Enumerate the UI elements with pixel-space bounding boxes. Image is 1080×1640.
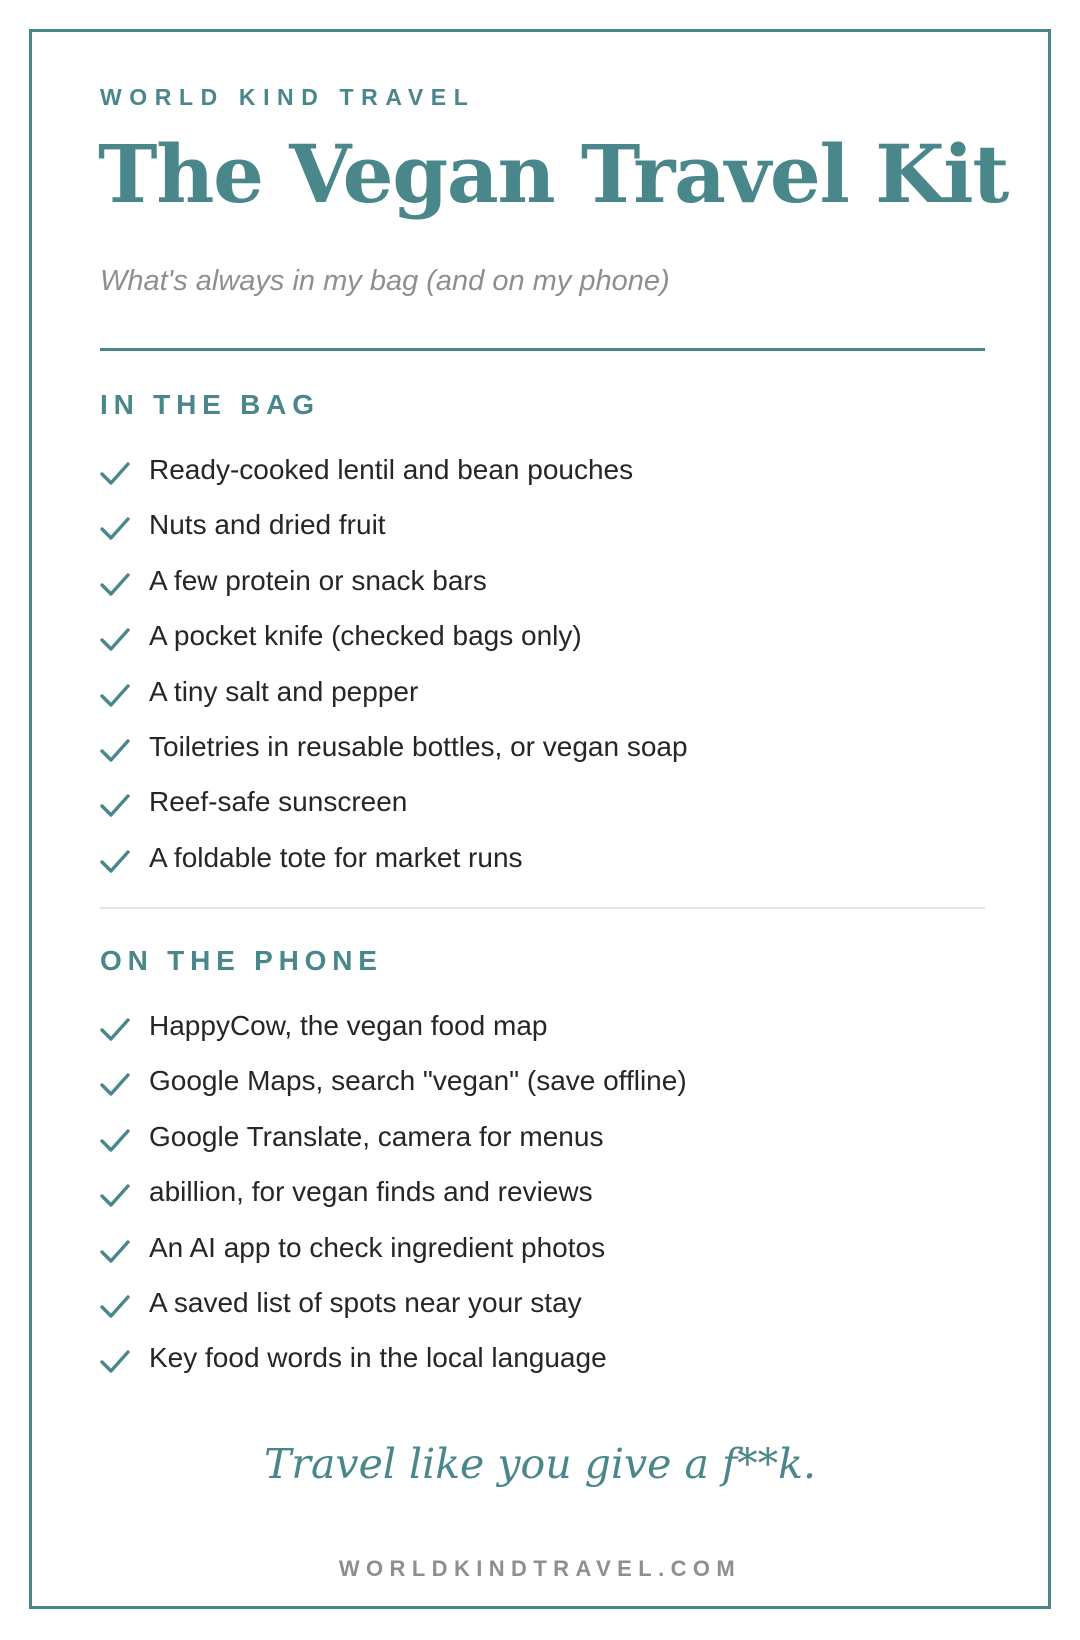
list-item-label: A foldable tote for market runs (149, 841, 523, 873)
list-item-label: Toiletries in reusable bottles, or vegan soap (149, 730, 688, 762)
title-divider (100, 348, 985, 351)
page-title: The Vegan Travel Kit (98, 127, 1009, 221)
list-item-label: A tiny salt and pepper (149, 675, 419, 707)
list-item (100, 452, 985, 507)
list-item (100, 840, 985, 895)
section-heading-bag: IN THE BAG (100, 389, 320, 420)
list-item (100, 784, 985, 839)
list-item-label: abillion, for vegan finds and reviews (149, 1176, 593, 1208)
section-divider (100, 907, 985, 909)
bag-list (100, 452, 985, 895)
list-item (100, 1340, 985, 1395)
list-item-label: Google Maps, search "vegan" (save offline) (149, 1065, 687, 1097)
list-item-label: A few protein or snack bars (149, 564, 487, 596)
list-item-label: HappyCow, the vegan food map (149, 1010, 548, 1041)
list-item (100, 1285, 985, 1340)
phone-list (100, 1008, 985, 1396)
list-item-label: Ready-cooked lentil and bean pouches (149, 454, 634, 485)
list-item (100, 1119, 985, 1174)
brand-name: WORLD KIND TRAVEL (100, 84, 476, 110)
list-item (100, 563, 985, 618)
list-item-label: An AI app to check ingredient photos (149, 1231, 606, 1263)
list-item-label: Key food words in the local language (149, 1342, 607, 1374)
list-item (100, 507, 985, 562)
tagline: Travel like you give a f**k. (264, 1440, 816, 1488)
list-item (100, 729, 985, 784)
list-item (100, 1063, 985, 1118)
list-item-label: A pocket knife (checked bags only) (149, 620, 582, 652)
list-item (100, 1230, 985, 1285)
page-subtitle: What's always in my bag (and on my phone) (100, 265, 670, 297)
list-item (100, 618, 985, 673)
list-item (100, 1008, 985, 1063)
list-item-label: Nuts and dried fruit (149, 509, 386, 541)
list-item-label: A saved list of spots near your stay (149, 1286, 582, 1318)
section-heading-phone: ON THE PHONE (100, 945, 383, 976)
website-url: WORLDKINDTRAVEL.COM (338, 1556, 742, 1581)
list-item-label: Google Translate, camera for menus (149, 1120, 604, 1152)
list-item-label: Reef-safe sunscreen (149, 786, 408, 818)
list-item (100, 674, 985, 729)
list-item (100, 1174, 985, 1229)
